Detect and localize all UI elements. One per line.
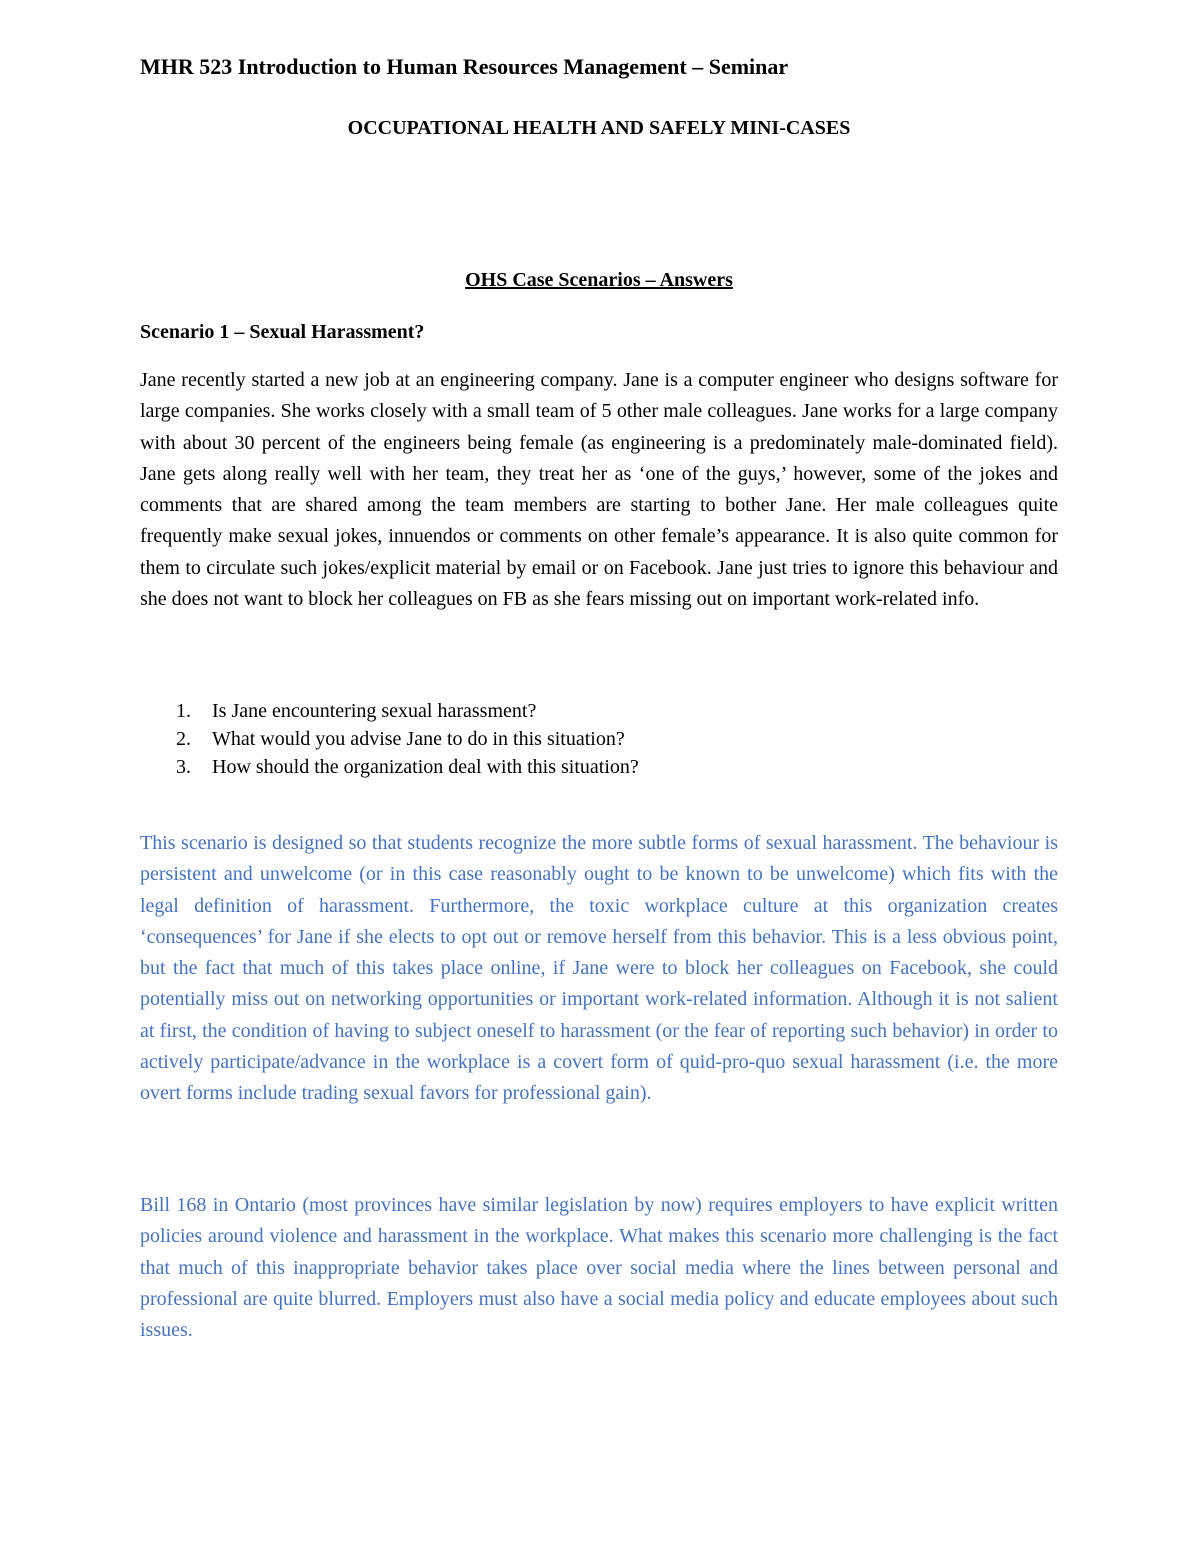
question-number: 1. xyxy=(176,700,191,722)
answer-paragraph-1: This scenario is designed so that students recognize the more subtle forms of sexual harassment. The behaviour is persistent and unwelcome (or in this case reasonably ought to be known to be unwelcome) which fits with the legal definition of harassment. Furthermore, the toxic workplace culture at this organization creates ‘consequences’ for Jane if she elects to opt out or remove herself from this behavior. This is a less obvious point, but the fact that much of this takes place online, if Jane were to block her colleagues on Facebook, she could potentially miss out on networking opportunities or important work-related information. Although it is not salient at first, the condition of having to subject oneself to harassment (or the fear of reporting such behavior) in order to actively participate/advance in the workplace is a covert form of quid-pro-quo sexual harassment (i.e. the more overt forms include trading sexual favors for professional gain). xyxy=(140,832,1058,1105)
question-list xyxy=(140,697,1058,781)
question-item xyxy=(140,725,1058,753)
document-title: OCCUPATIONAL HEALTH AND SAFELY MINI-CASES xyxy=(347,117,851,139)
scenario-heading: Scenario 1 – Sexual Harassment? xyxy=(140,321,425,343)
course-title: MHR 523 Introduction to Human Resources Management – Seminar xyxy=(140,54,789,79)
scenario-description: Jane recently started a new job at an engineering company. Jane is a computer engineer who designs software for large companies. She works closely with a small team of 5 other male colleagues. Jane works for a large company with about 30 percent of the engineers being female (as engineering is a predominately male-dominated field). Jane gets along really well with her team, they treat her as ‘one of the guys,’ however, some of the jokes and comments that are shared among the team members are starting to bother Jane. Her male colleagues quite frequently make sexual jokes, innuendos or comments on other female’s appearance. It is also quite common for them to circulate such jokes/explicit material by email or on Facebook. Jane just tries to ignore this behaviour and she does not want to block her colleagues on FB as she fears missing out on important work-related info. xyxy=(140,369,1058,611)
question-number: 3. xyxy=(176,756,191,778)
section-title: OHS Case Scenarios – Answers xyxy=(465,269,733,291)
question-text: What would you advise Jane to do in this situation? xyxy=(212,728,625,750)
question-number: 2. xyxy=(176,728,191,750)
question-item xyxy=(140,753,1058,781)
question-text: Is Jane encountering sexual harassment? xyxy=(212,700,537,722)
answer-paragraph-2: Bill 168 in Ontario (most provinces have similar legislation by now) requires employers to have explicit written policies around violence and harassment in the workplace. What makes this scenario more challenging is the fact that much of this inappropriate behavior takes place over social media where the lines between personal and professional are quite blurred. Employers must also have a social media policy and educate employees about such issues. xyxy=(140,1194,1058,1342)
question-text: How should the organization deal with this situation? xyxy=(212,756,639,778)
question-item xyxy=(140,697,1058,725)
document-page xyxy=(140,0,1058,1553)
